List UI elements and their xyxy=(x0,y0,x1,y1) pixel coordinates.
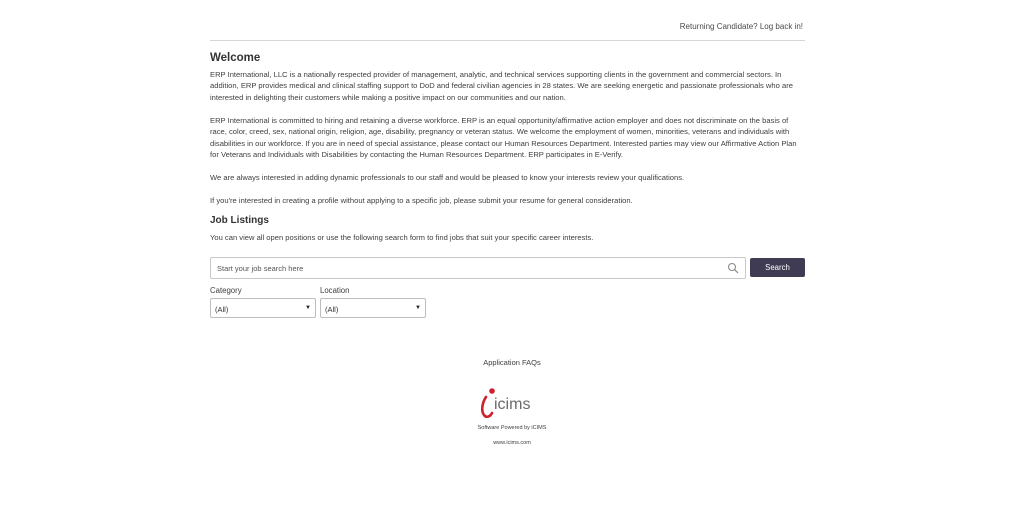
login-link[interactable]: Log back in! xyxy=(759,22,803,31)
dropdown-arrow-icon: ▼ xyxy=(415,305,421,311)
view-all-positions-link[interactable]: view all open positions xyxy=(239,233,316,242)
category-select[interactable] xyxy=(210,298,316,318)
search-icon[interactable] xyxy=(727,262,739,274)
profile-text-suffix: for general consideration. xyxy=(544,196,633,205)
location-select[interactable] xyxy=(320,298,426,318)
job-listings-heading: Job Listings xyxy=(210,215,269,226)
logo-text: icims xyxy=(494,396,531,413)
profile-text-prefix: If you're interested in creating a profile without applying to a specific job, please xyxy=(210,196,479,205)
top-bar xyxy=(210,0,805,41)
search-input[interactable] xyxy=(211,260,723,278)
main-container xyxy=(210,0,805,314)
returning-candidate xyxy=(680,22,803,31)
category-label: Category xyxy=(210,286,242,295)
returning-label: Returning Candidate? xyxy=(679,22,758,31)
submit-resume-link[interactable]: submit your resume xyxy=(478,196,545,205)
job-text-prefix: You can xyxy=(210,233,240,242)
eeo-paragraph: ERP International is committed to hiring and retaining a diverse workforce. ERP is an equal opportunity/affirmative action employer and does not discriminate on the basis of race, color, creed, sex, national origin, religion, age, disability, pregnancy or veteran status. We welcome the employment of women, minorities, veterans and individuals with disabilities in our workforce. If you are in need of special assistance, please contact our Human Resources Department. Interested parties may view our Affirmative Action Plan for Veterans and Individuals with Disabilities by contacting the Human Resources Department. ERP participates in E-Verify. xyxy=(210,116,797,159)
profile-paragraph xyxy=(210,195,805,206)
search-button[interactable]: Search xyxy=(750,258,805,277)
icims-logo[interactable] xyxy=(478,385,538,421)
search-box xyxy=(210,257,746,279)
location-label: Location xyxy=(320,286,350,295)
application-faqs-link[interactable]: Application FAQs xyxy=(483,358,541,367)
location-value: (All) xyxy=(325,305,339,314)
dropdown-arrow-icon: ▼ xyxy=(305,305,311,311)
icims-site-link[interactable]: www.icims.com xyxy=(493,440,531,446)
powered-by-text: Software Powered by iCIMS xyxy=(477,425,547,431)
intro-paragraph: ERP International, LLC is a nationally respected provider of management, analytic, and technical services supporting clients in the government and commercial sectors. In addition, ERP provides medical and clinical staffing support to DoD and federal civilian agencies in 28 states. We are seeking energetic and passionate professionals who are interested in delighting their customers while making a positive impact on our communities and our nation. xyxy=(210,70,793,102)
welcome-heading: Welcome xyxy=(210,52,261,64)
job-listings-text xyxy=(210,232,593,243)
interest-paragraph: We are always interested in adding dynamic professionals to our staff and would be pleased to know your interests review your qualifications. xyxy=(210,173,685,182)
category-value: (All) xyxy=(215,305,229,314)
job-text-suffix: or use the following search form to find jobs that suit your specific career interests. xyxy=(315,233,594,242)
